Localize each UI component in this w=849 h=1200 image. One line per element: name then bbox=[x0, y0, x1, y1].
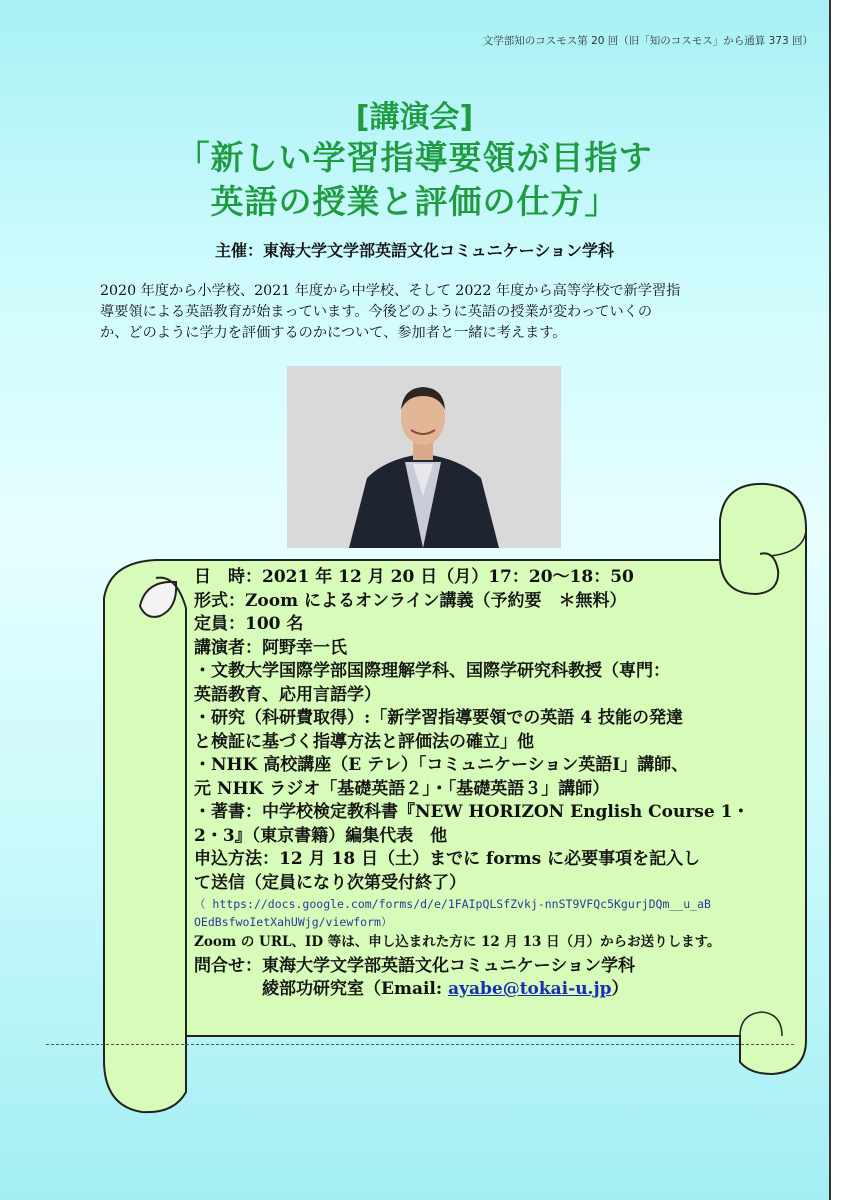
event-format: 形式：Zoom によるオンライン講義（予約要 ＊無料） bbox=[194, 590, 627, 611]
event-details bbox=[194, 566, 774, 1002]
event-datetime: 日 時：2021 年 12 月 20 日（月）17：20～18：50 bbox=[194, 567, 634, 587]
application-method-cont: て送信（定員になり次第受付終了） bbox=[194, 872, 466, 893]
contact-office-label: 綾部功研究室（Email: bbox=[194, 979, 449, 999]
application-method: 申込方法：12 月 18 日（土）までに forms に必要事項を記入し bbox=[194, 849, 701, 869]
application-form-link[interactable]: （ https://docs.google.com/forms/d/e/1FAIpQLSfZvkj-nnST9VFQc5KgurjDQm__u_aB bbox=[194, 897, 711, 911]
lecture-title-line-1: 「新しい学習指導要領が目指す bbox=[176, 138, 653, 177]
speaker-bio-line: 元 NHK ラジオ「基礎英語２」・「基礎英語３」講師） bbox=[194, 778, 610, 799]
contact-office bbox=[194, 978, 774, 1002]
divider-line bbox=[46, 1044, 794, 1045]
lecture-title-line-2: 英語の授業と評価の仕方」 bbox=[210, 182, 619, 221]
event-capacity: 定員：100 名 bbox=[194, 614, 304, 634]
intro-line: か、どのように学力を評価するのかについて、参加者と一緒に考えます。 bbox=[100, 325, 567, 341]
email-link[interactable]: ayabe@tokai-u.jp bbox=[448, 979, 612, 999]
speaker-bio-line: ・NHK 高校講座（E テレ）「コミュニケーション英語Ⅰ」講師、 bbox=[194, 755, 689, 775]
intro-line: 2020 年度から小学校、2021 年度から中学校、そして 2022 年度から高等学校で新学習指 bbox=[100, 283, 681, 299]
zoom-note: Zoom の URL、ID 等は、申し込まれた方に 12 月 13 日（月）からお送りします。 bbox=[194, 934, 721, 950]
organizer: 主催：東海大学文学部英語文化コミュニケーション学科 bbox=[214, 241, 615, 260]
contact-office-close: ） bbox=[611, 979, 629, 999]
application-form-link-cont[interactable]: OEdBsfwoIetXahUWjg/viewform） bbox=[194, 915, 393, 929]
intro-line: 導要領による英語教育が始まっています。今後どのように英語の授業が変わっていくの bbox=[100, 304, 653, 320]
series-label: 文学部知のコスモス第 20 回（旧「知のコスモス」から通算 373 回） bbox=[482, 35, 813, 47]
speaker-bio-line: ・著書：中学校検定教科書『NEW HORIZON English Course 1・ bbox=[194, 802, 750, 822]
speaker-bio-line: 英語教育、応用言語学） bbox=[194, 684, 381, 705]
speaker-bio-line: ・研究（科研費取得）:「新学習指導要領での英語 4 技能の発達 bbox=[194, 708, 683, 728]
event-type-title: [講演会] bbox=[355, 100, 474, 135]
speaker-name: 講演者：阿野幸一氏 bbox=[194, 637, 347, 658]
speaker-bio-line: 2・3』（東京書籍）編集代表 他 bbox=[194, 825, 448, 846]
speaker-bio-line: と検証に基づく指導方法と評価法の確立」他 bbox=[194, 731, 534, 752]
speaker-bio-line: ・文教大学国際学部国際理解学科、国際学研究科教授（専門： bbox=[194, 661, 670, 681]
contact-dept: 問合せ：東海大学文学部英語文化コミュニケーション学科 bbox=[194, 955, 635, 976]
